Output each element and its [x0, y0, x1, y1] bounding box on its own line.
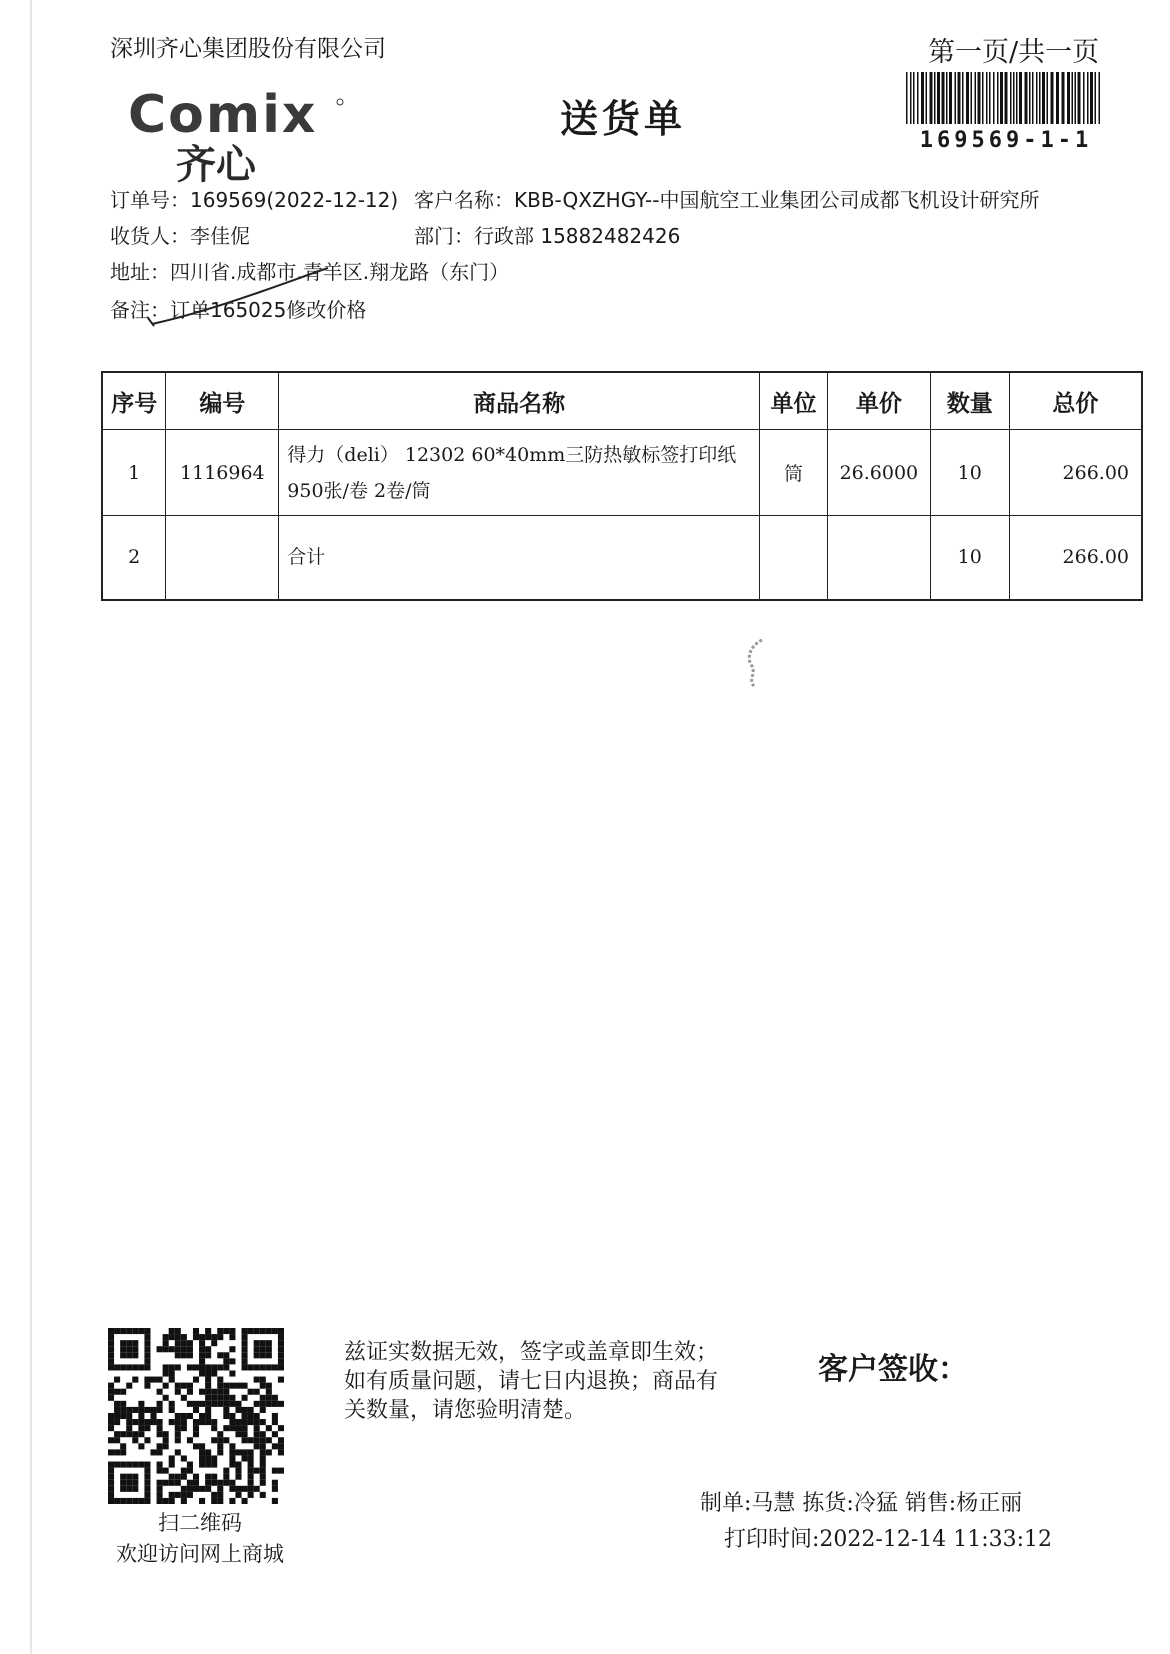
scan-smudge — [740, 636, 770, 688]
qr-caption — [90, 1508, 310, 1570]
cell-unit — [760, 516, 828, 600]
items-table — [101, 371, 1143, 601]
address: 地址：四川省.成都市.青羊区.翔龙路（东门） — [110, 260, 510, 284]
table-row — [102, 430, 1142, 516]
cell-seq: 2 — [102, 516, 166, 600]
table-header-row — [102, 372, 1142, 430]
svg-text:Comix: Comix — [128, 88, 318, 145]
cell-qty: 10 — [930, 430, 1009, 516]
cell-code: 1116964 — [166, 430, 279, 516]
col-header-unit: 单位 — [760, 372, 828, 430]
cell-total: 266.00 — [1009, 430, 1142, 516]
qr-caption-line1: 扫二维码 — [158, 1511, 242, 1535]
cell-code — [166, 516, 279, 600]
cell-price — [827, 516, 930, 600]
cell-name-line1: 合计 — [287, 546, 326, 569]
company-name: 深圳齐心集团股份有限公司 — [110, 36, 386, 62]
page-number: 第一页/共一页 — [928, 37, 1100, 68]
barcode — [906, 72, 1104, 124]
col-header-name: 商品名称 — [279, 372, 760, 430]
cell-name — [279, 516, 760, 600]
order-number: 订单号：169569(2022-12-12) — [110, 188, 399, 212]
print-time: 打印时间:2022-12-14 11:33:12 — [724, 1527, 1053, 1552]
qr-caption-line2: 欢迎访问网上商城 — [116, 1542, 284, 1566]
col-header-price: 单价 — [827, 372, 930, 430]
handwritten-strike — [140, 262, 340, 342]
table-row — [102, 516, 1142, 600]
cell-name-line1: 得力（deli） 12302 60*40mm三防热敏标签打印纸 — [287, 443, 737, 466]
cell-name — [279, 430, 760, 516]
svg-text:齐心: 齐心 — [176, 142, 256, 184]
department: 部门：行政部 15882482426 — [414, 224, 681, 248]
col-header-qty: 数量 — [930, 372, 1009, 430]
staff-info: 制单:马慧 拣货:冷猛 销售:杨正丽 — [700, 1491, 1023, 1516]
col-header-code: 编号 — [166, 372, 279, 430]
scan-edge — [30, 0, 32, 1654]
document-title: 送货单 — [560, 97, 687, 141]
col-header-total: 总价 — [1009, 372, 1142, 430]
cell-name-line2: 950张/卷 2卷/筒 — [287, 479, 431, 502]
col-header-seq: 序号 — [102, 372, 166, 430]
qr-code — [108, 1328, 284, 1504]
comix-logo — [128, 88, 358, 184]
receiver: 收货人：李佳伲 — [110, 224, 250, 248]
cell-seq: 1 — [102, 430, 166, 516]
cell-total: 266.00 — [1009, 516, 1142, 600]
cell-qty: 10 — [930, 516, 1009, 600]
cell-price: 26.6000 — [827, 430, 930, 516]
cell-unit: 筒 — [760, 430, 828, 516]
barcode-number: 169569-1-1 — [919, 128, 1093, 153]
customer-name: 客户名称：KBB-QXZHGY--中国航空工业集团公司成都飞机设计研究所 — [414, 188, 1040, 212]
customer-sign-label: 客户签收： — [818, 1352, 968, 1387]
delivery-notice: 兹证实数据无效，签字或盖章即生效；如有质量问题，请七日内退换；商品有关数量，请您验明清楚。 — [344, 1340, 719, 1423]
remark: 备注：订单165025修改价格 — [110, 298, 367, 322]
